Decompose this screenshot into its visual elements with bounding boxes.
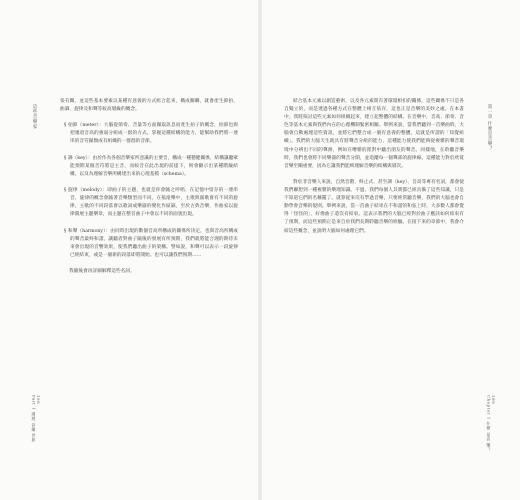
left-running-head: 這些音樂家	[31, 104, 37, 129]
right-running-head: 第一章 什麼是音樂？	[486, 104, 492, 151]
list-item-key: § 調（key）：由於作為各個音樂家所意識的主要音，構成一種穩健關係，結構讓聽眾能預期某個音符將是主音，而較音在此出現的前提下，則會顯示出某種階級結構。以及為理解音樂所構建出來的心理基模（schema）。	[64, 155, 238, 177]
right-folio-line: 樂？	[486, 443, 492, 453]
left-folio-line: 音樂	[31, 422, 37, 432]
left-body-text	[60, 98, 238, 276]
list-item-harmony: § 和聲（harmony）：由同時出現的數個音高所構成的關係所決定，也與音高所構成的聲音最終和諧。讓聽者對曲子隨後的發展有所預期，我們就將能合理的期待未來會出現的音響效果，使我們聽出曲子的架構。譬如說，和聲可以表示一段旋律已經結束，或是一個新的段落即將開始。也可以讓我們預期……	[64, 228, 238, 258]
paragraph: 張有關，並這些基本要素以某種有意義的方式組合起來，構成關聯，就會產生節拍、曲調、旋律及和聲等較高層級的概念。	[60, 99, 238, 113]
paragraph: 我隨後會再詳細解釋這些名詞。	[69, 268, 135, 274]
paragraph: 對於非音樂人來說，自然音階、終止式、甚至調（key）、音高等專有名詞，都會使我們聯想到一種複雜的樂理知識。不過，我們每個人其實都已經具備了這些知識，只是不知道它們的名稱罷了。就算從來沒有學過音樂，只要經常聽音樂，我們的大腦也會自動學會音樂的規則。舉例來說，當一首曲子結束在不和諧的和弦上時，大多數人都會覺得「怪怪的」，好像曲子還沒有結束。這表示我們的大腦已經對於曲子應該如何結束有了預期，而這些預期正是來自於我們長期聆聽音樂的經驗。在接下來的章節中，我會介紹這些概念，並說明大腦如何處理它們。	[284, 179, 464, 234]
left-folio-number: 198	[35, 395, 41, 405]
list-item-meter: § 拍節（meter）：大腦從節奏、音量等方面擷取訊息而產生拍子的概念，拍節也與把幾項音高的強弱分組成一群的方式，掌握這種結構的能力，能幫助我們將一連串的音符歸類成有組織的一群群的音節。	[64, 123, 238, 145]
left-folio-line: 1	[31, 407, 37, 411]
right-folio	[486, 395, 495, 452]
right-page	[260, 0, 520, 500]
right-folio-line: 1	[486, 416, 492, 420]
right-folio-line: 什麼	[486, 421, 492, 431]
left-folio-line: 世界	[31, 433, 37, 443]
right-body-text	[284, 98, 464, 236]
left-folio-line: Part	[31, 395, 37, 406]
left-folio	[31, 395, 40, 443]
right-folio-line: 是音	[486, 432, 492, 442]
right-folio-number: 199	[490, 395, 496, 405]
right-folio-line: Chapter	[486, 395, 492, 415]
list-item-melody: § 旋律（melody）：即曲子的主題，也就是你會隨之哼唱、在記憶中留存的一連串音，旋律的概念會隨著音樂類型而不同。在搖滾樂中，主歌與副歌會有不同的旋律，主歌的不同段落會以歌詞或樂器的變化作區隔，至於古典音樂，作曲家以旋律開展主題樂章，而主題在整首曲子中會以不同的面貌出現。	[64, 188, 238, 218]
paragraph: 結合基本元素以創造藝術，以及各元素間有著環環相扣的關係，這些關係不只是各自獨立的，而是透過各種方式在整體上相互依存，這也正是音樂的美妙之處。在本書中，我將探討這些元素如何組織起來，建立起整體的結構。在音樂中，音高、節奏、音色等基本元素與我們內在的心理機制緊密相關。舉例來說，當我們聽到一首樂曲時，大腦會自動處理這些資訊，並將它們整合成一個有意義的整體，這就是所謂的「知覺組織」。我們的大腦天生就具有將聲音分組的能力，這種能力使我們能夠從複雜的聲音環境中分辨出不同的聲源，例如在嘈雜的派對中聽出朋友的聲音。同樣地，在聆聽音樂時，我們也會將不同樂器的聲音分開，並追蹤每一個聲部的旋律線。這種能力對於欣賞音樂至關重要，因為它讓我們能夠理解音樂的結構與層次。	[284, 99, 464, 169]
left-folio-line: 漫遊	[31, 412, 37, 422]
